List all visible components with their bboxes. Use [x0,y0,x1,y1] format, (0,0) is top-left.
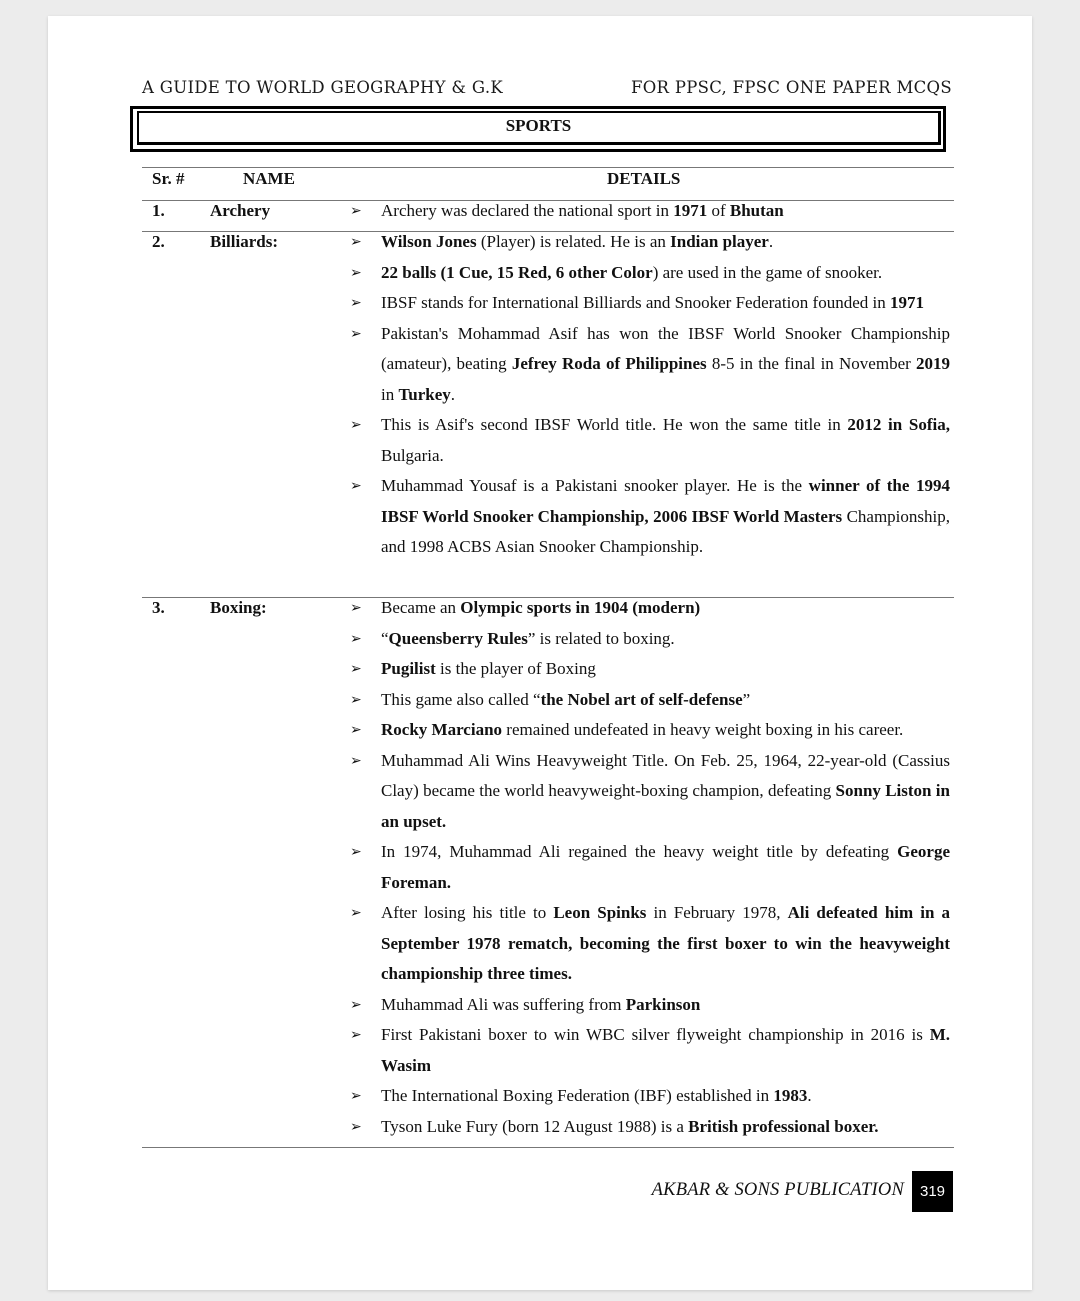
detail-text: “ [381,628,389,648]
detail-text: Muhammad Ali was suffering from [381,994,626,1014]
detail-text-bold: Parkinson [625,994,701,1014]
detail-text-bold: 1971 [673,201,708,220]
section-title-box [130,106,946,152]
detail-text: Championship, and 1998 ACBS Asian Snooker Championship. [381,506,950,556]
detail-text-bold: Ali defeated him in a September 1978 rematch, becoming the first boxer to win the heavyweight championship three times. [381,903,951,983]
detail-text: This is Asif's second IBSF World title. He won the same title in [381,415,848,434]
detail-bullet [350,258,950,289]
detail-bullet [350,471,950,563]
detail-bullet [350,837,950,898]
detail-text: 8-5 in the final in November [706,354,917,373]
detail-text: in [381,384,399,404]
detail-text: The International Boxing Federation (IBF) established in [381,1086,774,1105]
detail-bullet [350,288,950,319]
sport-name: Boxing: [210,598,267,617]
detail-text: . [768,232,774,251]
detail-text-bold: 2019 [916,354,951,373]
details-list [350,593,950,1142]
detail-bullet [350,319,950,411]
table-bottom-rule [142,1147,954,1148]
detail-bullet [350,1112,950,1143]
row-number: 1. [152,201,165,220]
sport-name: Archery [210,201,271,220]
detail-text: Became an [381,598,461,617]
detail-text: ” [742,689,751,709]
detail-text-bold: Olympic sports in 1904 (modern) [460,598,701,617]
row-number: 2. [152,232,165,251]
detail-text: Archery was declared the national sport in [381,201,674,220]
detail-text: in February 1978, [646,903,788,922]
detail-bullet [350,654,950,685]
column-header-name: NAME [243,169,295,188]
detail-text-bold: British professional boxer. [688,1116,879,1136]
detail-text-bold: Indian player [670,232,769,251]
detail-text: remained undefeated in heavy weight boxing in his career. [502,720,904,739]
document-page [48,16,1032,1290]
detail-text-bold: 1971 [889,293,924,312]
detail-text-bold: winner of the 1994 IBSF World Snooker Championship, 2006 IBSF World Masters [381,476,950,526]
detail-text-bold: 1983 [773,1086,808,1105]
detail-text: . [450,384,456,404]
detail-text-bold: Turkey [398,384,451,404]
detail-text: In 1974, Muhammad Ali regained the heavy weight title by defeating [381,842,898,861]
column-header-details: DETAILS [607,169,681,188]
page-number: 319 [912,1171,953,1212]
detail-text: Pakistan's Mohammad Asif has won the IBSF World Snooker Championship (amateur), beating [381,323,950,373]
detail-text-bold: Rocky Marciano [381,720,503,739]
detail-text: Bulgaria. [381,445,444,465]
detail-text-bold: Jefrey Roda of Philippines [511,354,707,373]
detail-bullet [350,990,950,1021]
detail-text: of [707,201,730,220]
detail-text: (Player) is related. He is an [476,232,671,251]
detail-bullet [350,1020,950,1081]
detail-bullet [350,715,950,746]
column-header-sr: Sr. # [152,169,185,188]
detail-text-bold: Queensberry Rules [388,628,528,648]
detail-text: ) are used in the game of snooker. [652,262,883,282]
table-top-rule [142,167,954,168]
detail-text: ” is related to boxing. [527,628,675,648]
publisher-footer: AKBAR & SONS PUBLICATION [651,1180,904,1200]
sport-name: Billiards: [210,232,279,251]
detail-bullet [350,593,950,624]
detail-text-bold: M. Wasim [381,1025,950,1075]
detail-bullet [350,746,950,838]
detail-text-bold: the Nobel art of self-defense [540,689,743,709]
detail-bullet [350,898,950,990]
details-list [350,196,950,227]
detail-text-bold: 22 balls (1 Cue, 15 Red, 6 other Color [381,262,653,282]
detail-text-bold: Wilson Jones [381,232,477,251]
detail-text-bold: George Foreman. [381,842,950,892]
detail-text-bold: Pugilist [381,659,436,678]
running-header-exam: FOR PPSC, FPSC ONE PAPER MCQS [630,78,952,97]
detail-text: is the player of Boxing [435,659,596,678]
detail-bullet [350,1081,950,1112]
detail-text: IBSF stands for International Billiards and Snooker Federation founded in [381,293,890,312]
detail-text: After losing his title to [381,903,554,922]
detail-text: Muhammad Yousaf is a Pakistani snooker player. He is the [381,476,809,495]
detail-text: First Pakistani boxer to win WBC silver flyweight championship in 2016 is [381,1025,930,1044]
running-header-title: A GUIDE TO WORLD GEOGRAPHY & G.K [142,78,503,97]
detail-bullet [350,624,950,655]
section-title: SPORTS [137,111,941,145]
detail-bullet [350,227,950,258]
detail-text-bold: Bhutan [729,201,784,220]
detail-bullet [350,410,950,471]
details-list [350,227,950,563]
row-number: 3. [152,598,165,617]
detail-text-bold: Leon Spinks [553,903,647,922]
detail-text: This game also called “ [381,689,541,709]
detail-text: Tyson Luke Fury (born 12 August 1988) is a [381,1116,689,1136]
detail-text-bold: Sonny Liston in an upset. [381,781,950,831]
detail-text: Muhammad Ali Wins Heavyweight Title. On Feb. 25, 1964, 22-year-old (Cassius Clay) became the world heavyweight-boxing champion, defeating [381,750,950,800]
detail-text: . [807,1086,812,1105]
detail-bullet [350,196,950,227]
detail-text-bold: 2012 in Sofia, [847,415,950,434]
detail-bullet [350,685,950,716]
